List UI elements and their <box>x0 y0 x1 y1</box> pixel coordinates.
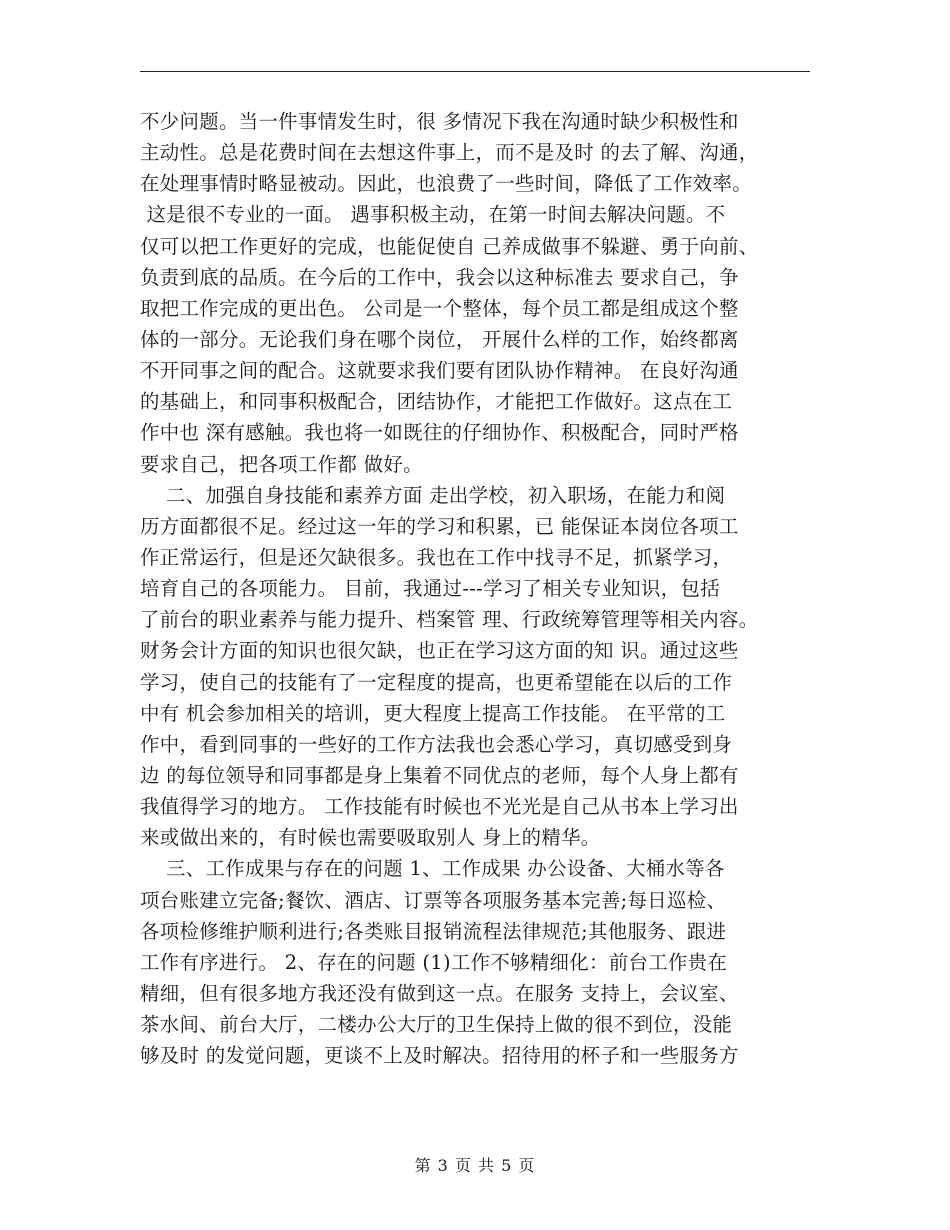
text-line: 在处理事情时略显被动。因此，也浪费了一些时间，降低了工作效率。 <box>140 172 752 196</box>
text-line: 财务会计方面的知识也很欠缺，也正在学习这方面的知 识。通过这些 <box>140 639 739 663</box>
text-line: 的基础上，和同事积极配合，团结协作，才能把工作做好。这点在工 <box>140 390 733 414</box>
text-line: 历方面都很不足。经过这一年的学习和积累，已 能保证本岗位各项工 <box>140 514 739 538</box>
text-line: 茶水间、前台大厅，二楼办公大厅的卫生保持上做的很不到位，没能 <box>140 1013 733 1037</box>
document-body <box>140 106 820 1071</box>
text-line: 学习，使自己的技能有了一定程度的提高，也更希望能在以后的工作 <box>140 670 733 694</box>
text-line: 仅可以把工作更好的完成，也能促使自 己养成做事不躲避、勇于向前、 <box>140 234 759 258</box>
text-line: 来或做出来的，有时候也需要吸取别人 身上的精华。 <box>140 826 601 850</box>
text-line: 不少问题。当一件事情发生时，很 多情况下我在沟通时缺少积极性和 <box>140 110 739 133</box>
text-line: 培育自己的各项能力。 目前，我通过---学习了相关专业知识，包括 <box>140 577 720 601</box>
text-line: 工作有序进行。 2、存在的问题 (1)工作不够精细化：前台工作贵在 <box>140 950 728 974</box>
text-line: 这是很不专业的一面。 遇事积极主动，在第一时间去解决问题。不 <box>140 203 726 227</box>
text-line: 三、工作成果与存在的问题 1、工作成果 办公设备、大桶水等各 <box>140 857 725 881</box>
text-line: 了前台的职业素养与能力提升、档案管 理、行政统筹管理等相关内容。 <box>140 608 759 632</box>
text-line: 作正常运行，但是还欠缺很多。我也在工作中找寻不足，抓紧学习， <box>140 545 733 569</box>
text-line: 主动性。总是花费时间在去想这件事上，而不是及时 的去了解、沟通， <box>140 141 759 165</box>
text-line: 各项检修维护顺利进行;各类账目报销流程法律规范;其他服务、跟进 <box>140 919 727 943</box>
text-line: 项台账建立完备;餐饮、酒店、订票等各项服务基本完善;每日巡检、 <box>140 888 727 912</box>
text-line: 精细，但有很多地方我还没有做到这一点。在服务 支持上，会议室、 <box>140 981 739 1005</box>
text-line: 二、加强自身技能和素养方面 走出学校，初入职场，在能力和阅 <box>140 483 726 507</box>
text-line: 够及时 的发觉问题，更谈不上及时解决。招待用的杯子和一些服务方 <box>140 1044 739 1068</box>
text-line: 不开同事之间的配合。这就要求我们要有团队协作精神。 在良好沟通 <box>140 359 739 383</box>
text-line: 作中，看到同事的一些好的工作方法我也会悉心学习，真切感受到身 <box>140 732 733 756</box>
text-line: 体的一部分。无论我们身在哪个岗位， 开展什么样的工作，始终都离 <box>140 327 739 351</box>
text-line: 负责到底的品质。在今后的工作中，我会以这种标准去 要求自己，争 <box>140 265 739 289</box>
text-line: 作中也 深有感触。我也将一如既往的仔细协作、积极配合，同时严格 <box>140 421 739 445</box>
text-line: 中有 机会参加相关的培训，更大程度上提高工作技能。 在平常的工 <box>140 701 726 725</box>
page-footer: 第 3 页 共 5 页 <box>414 1156 536 1175</box>
text-line: 取把工作完成的更出色。 公司是一个整体，每个员工都是组成这个整 <box>140 296 739 320</box>
text-line: 要求自己，把各项工作都 做好。 <box>140 452 423 476</box>
header-rule <box>140 71 810 72</box>
text-line: 我值得学习的地方。 工作技能有时候也不光光是自己从书本上学习出 <box>140 795 739 819</box>
text-line: 边 的每位领导和同事都是身上集着不同优点的老师，每个人身上都有 <box>140 763 739 787</box>
